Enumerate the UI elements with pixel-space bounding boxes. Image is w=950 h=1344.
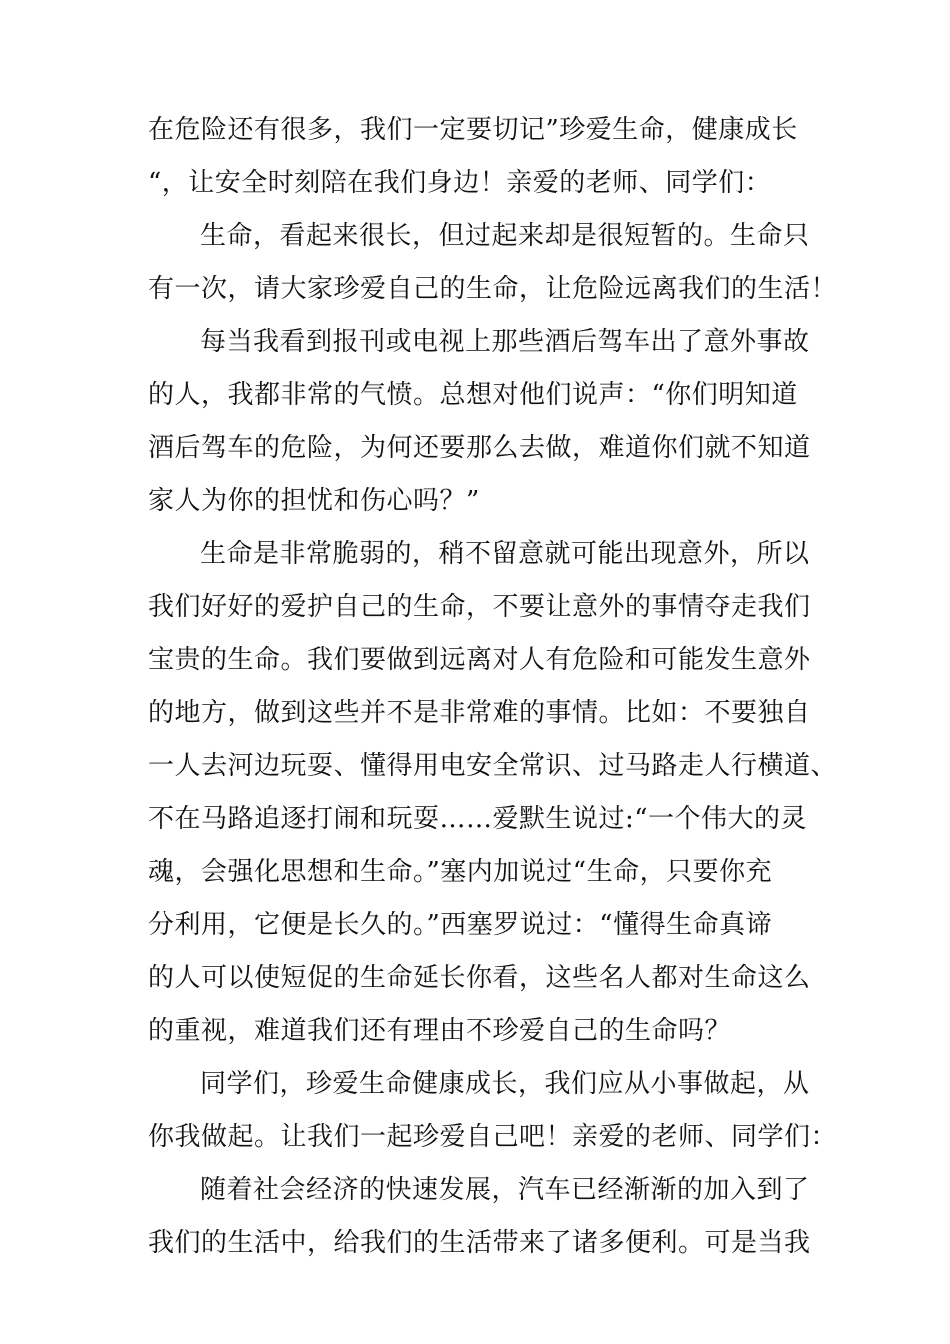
text-line-8: 家人为你的担忧和伤心吗？” [148, 486, 480, 516]
text-line-10: 我们好好的爱护自己的生命，不要让意外的事情夺走我们 [148, 592, 811, 622]
text-line-22: 我们的生活中，给我们的生活带来了诸多便利。可是当我 [148, 1228, 811, 1258]
text-line-12: 的地方，做到这些并不是非常难的事情。比如：不要独自 [148, 698, 811, 728]
text-line-14: 不在马路追逐打闹和玩耍……爱默生说过:“一个伟大的灵 [148, 804, 808, 834]
text-line-17: 的人可以使短促的生命延长你看，这些名人都对生命这么 [148, 963, 811, 993]
text-line-2: “，让安全时刻陪在我们身边！亲爱的老师、同学们： [148, 168, 772, 198]
text-line-11: 宝贵的生命。我们要做到远离对人有危险和可能发生意外 [148, 645, 811, 675]
paragraph-start-line-3: 生命，看起来很长，但过起来却是很短暂的。生命只 [200, 221, 810, 251]
text-line-6: 的人，我都非常的气愤。总想对他们说声：“你们明知道 [148, 380, 798, 410]
document-body [148, 104, 838, 1270]
paragraph-start-line-5: 每当我看到报刊或电视上那些酒后驾车出了意外事故 [200, 327, 810, 357]
text-line-15: 魂，会强化思想和生命。”塞内加说过“生命，只要你充 [148, 857, 773, 887]
text-line-13: 一人去河边玩耍、懂得用电安全常识、过马路走人行横道、 [148, 751, 838, 781]
text-line-1: 在危险还有很多，我们一定要切记”珍爱生命，健康成长 [148, 115, 798, 145]
paragraph-start-line-9: 生命是非常脆弱的，稍不留意就可能出现意外，所以 [200, 539, 810, 569]
text-line-4: 有一次，请大家珍爱自己的生命，让危险远离我们的生活！ [148, 274, 838, 304]
text-line-20: 你我做起。让我们一起珍爱自己吧！亲爱的老师、同学们： [148, 1122, 838, 1152]
paragraph-start-line-19: 同学们，珍爱生命健康成长，我们应从小事做起，从 [200, 1069, 810, 1099]
text-line-18: 的重视，难道我们还有理由不珍爱自己的生命吗？ [148, 1016, 732, 1046]
text-line-16: 分利用，它便是长久的。”西塞罗说过：“懂得生命真谛 [148, 910, 773, 940]
paragraph-start-line-21: 随着社会经济的快速发展，汽车已经渐渐的加入到了 [200, 1175, 810, 1205]
text-line-7: 酒后驾车的危险，为何还要那么去做，难道你们就不知道 [148, 433, 811, 463]
